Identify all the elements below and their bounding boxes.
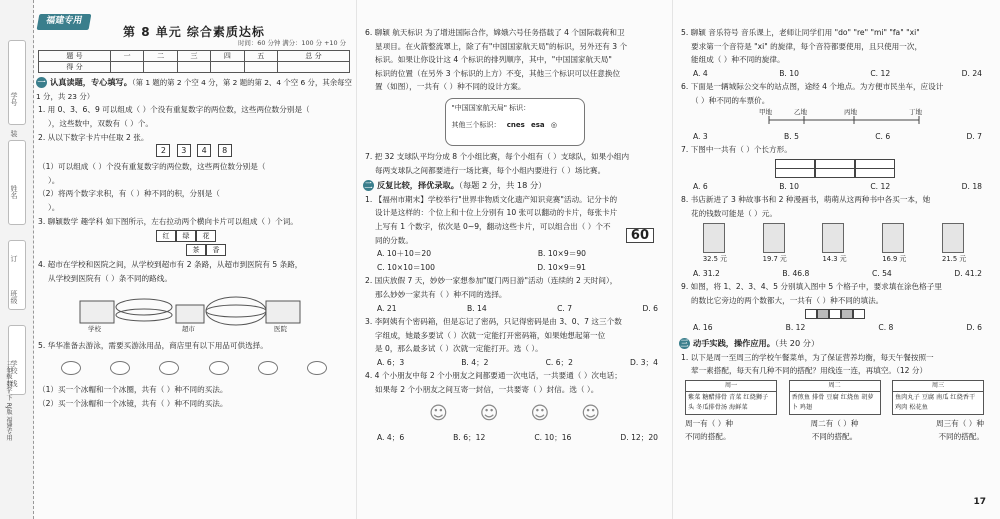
mc-6-options: [679, 130, 990, 144]
mc-question-2-cont: 那么妙妙一家共有（ ）种不同的选择。: [375, 289, 507, 299]
question-4: 4. 超市在学校和医院之间，从学校到超市有 2 条路，从超市到医院有 5 条路，: [38, 260, 303, 270]
question-6: 6. 聊颖 航天标识 为了增进国际合作，嫦娥六号任务搭载了 4 个国际载荷和卫: [365, 28, 625, 37]
station-label: 丁地: [909, 107, 922, 116]
esa-logo: esa: [531, 120, 545, 129]
option-a[interactable]: A. 10＋10＝20: [377, 249, 432, 259]
book-icon: [882, 223, 904, 253]
score-header-cell: 题 号: [39, 51, 111, 62]
book-item: [882, 223, 906, 267]
menu-day: 周一: [686, 381, 776, 392]
bus-line-map: [709, 108, 960, 130]
station-label: 丙地: [844, 107, 857, 116]
emblem-icon: ◎: [550, 120, 557, 129]
number-card: 2: [156, 144, 170, 157]
option-d[interactable]: D. 7: [966, 131, 982, 141]
option-d[interactable]: D. 41.2: [954, 268, 982, 278]
time-score-info: 时间：60 分钟 满分：100 分 +10 分: [238, 39, 346, 48]
mc-question-6-cont: （ ）种不同的车票价。: [691, 95, 770, 105]
question-4-cont: 从学校到医院有（ ）条不同的路线。: [48, 273, 172, 283]
book-images: [679, 221, 990, 267]
question-5: 5. 华华准备去游泳，需要买游泳用品，商店里有以下用品可供选择。: [38, 341, 268, 351]
rect-cell: [815, 168, 855, 178]
station-label: 甲地: [759, 107, 772, 116]
student-id-label: 学号: [10, 92, 18, 106]
mc-question-3: 3. 李阿姨有个密码箱，但是忘记了密码，只记得密码是由 3、0、7 这三个数: [365, 317, 622, 327]
option-c[interactable]: C. 6: [875, 131, 891, 141]
score-header-cell: 总 分: [278, 51, 350, 62]
question-6-cont: 星项目。在火箭整流罩上，除了有"中国国家航天局"的标识，另外还有 3 个: [375, 41, 628, 51]
word-card[interactable]: 香: [206, 244, 226, 256]
student-id-box[interactable]: [8, 40, 26, 125]
binding-label-2: 订: [10, 255, 18, 262]
score-cell[interactable]: [177, 62, 210, 73]
mc-question-1-cont: [363, 227, 666, 248]
book-price: 14.3 元: [822, 254, 847, 263]
mc-question-3-cont: 是 0，那么最多试（ ）次就一定能打开。选（ ）。: [375, 344, 543, 354]
question-2-1-cont: ）。: [48, 175, 60, 185]
mc-question-5: 5. 聊颖 音乐符号 音乐课上，老师让同学们用 "do" "re" "mi" "fa" "xi": [681, 28, 920, 37]
right-column: [672, 0, 990, 519]
option-a[interactable]: A. 6；3: [377, 357, 405, 367]
mc-question-2: 2. 国庆放假 7 天，妙妙一家想参加"厦门两日游"活动（连续的 2 天时间），: [365, 276, 618, 286]
swim-ring-icon: [159, 361, 179, 375]
binding-strip: [0, 0, 34, 519]
book-item: [763, 223, 787, 267]
logo-figure: [445, 98, 585, 146]
mc-question-8: 8. 书店新进了 3 种故事书和 2 种漫画书，萌萌从这两种书中各买一本，她: [681, 195, 931, 205]
score-cell[interactable]: [278, 62, 350, 73]
option-d[interactable]: D. 24: [961, 68, 982, 78]
section-3-heading: [679, 337, 990, 351]
section-1-title: 认真读题，专心填写。: [50, 77, 132, 88]
cnes-logo: cnes: [506, 120, 525, 129]
menu-fill-row: [679, 417, 990, 431]
fill-tail: 不同的搭配。: [938, 432, 984, 442]
binding-label-1: 装: [10, 130, 18, 137]
menu-items: 鱼肉丸子 豆腐 南瓜 红烧香干 鸡肉 松花鱼: [895, 393, 976, 411]
option-b[interactable]: B. 12: [785, 323, 806, 333]
number-card: 8: [218, 144, 232, 157]
question-6-cont: 标识的位置（在另外 3 个标识的上方）不变，其他三个标识可以任意换位: [375, 68, 621, 78]
logo-bottom-label: 其他三个标识：: [451, 120, 501, 129]
number-card: 3: [177, 144, 191, 157]
rectangle-figure: [679, 168, 990, 178]
section-1-note: （第 1 题的第 2 个空 4 分，第 2 题的第 2、4 个空 6 分，其余每空 1 分，共 23 分）: [36, 78, 352, 101]
section-3-note: （共 20 分）: [774, 337, 820, 348]
child-icon: ☺: [581, 402, 600, 424]
mc-1-options: [363, 261, 666, 275]
region-tag: 福建专用: [37, 14, 92, 30]
rect-cell: [775, 168, 815, 178]
book-item: [822, 223, 846, 267]
mc-9-options: [679, 321, 990, 335]
name-box[interactable]: [8, 140, 26, 225]
school-label: 学校: [10, 360, 18, 374]
menu-tuesday: [789, 380, 881, 415]
map-label-school: 学校: [88, 325, 101, 334]
logo-bottom-row: [452, 120, 578, 131]
mc-8-options: [679, 267, 990, 281]
score-header-cell: 三: [177, 51, 210, 62]
question-3: 3. 聊颖数学 趣学科 如下图所示，左右拉动两个横向卡片可以组成（ ）个词。: [38, 216, 298, 226]
menu-day: 周三: [893, 381, 983, 392]
mc-question-1-tail: 同的分数。: [375, 235, 413, 245]
word-card[interactable]: 绿: [176, 230, 196, 242]
score-cell[interactable]: [144, 62, 177, 73]
series-label: 三年级 数学 下 RJ版 福建专用: [5, 361, 12, 441]
option-c[interactable]: C. 12: [870, 68, 891, 78]
question-1-cont: ），这些数中，双数有（ ）个。: [48, 118, 153, 128]
option-b[interactable]: B. 10: [779, 181, 799, 191]
mc-4-options: [363, 431, 666, 445]
bus-line-graphic: [709, 108, 967, 130]
map-label-hospital: 医院: [274, 325, 287, 334]
fill-tail: 不同的搭配。: [811, 432, 858, 442]
mc-question-4-cont: 如果每 2 个小朋友之间互寄一封信，一共要寄（ ）封信。选（ ）。: [375, 385, 599, 395]
mc-question-4: 4. 4 个小朋友中每 2 个小朋友之间都要通一次电话，一共要通（ ）次电话；: [365, 371, 622, 381]
section-2-title: 反复比较，择优录取。: [377, 180, 459, 191]
option-b[interactable]: B. 6；12: [453, 432, 486, 442]
lunch-menus: [679, 380, 990, 415]
mc-question-9: 9. 如图，将 1、2、3、4、5 分别填入图中 5 个格子中，要求填在涂色格子里: [681, 282, 942, 292]
menu-monday: [685, 380, 777, 415]
question-2-2: （2）将两个数字求积，有（ ）种不同的积，分别是（: [38, 189, 220, 199]
option-c[interactable]: C. 10；16: [534, 432, 572, 442]
mc-question-9-cont: 的数比它旁边的两个数都大，一共有（ ）种不同的填法。: [691, 295, 884, 305]
grid-box[interactable]: [853, 309, 865, 319]
option-c[interactable]: C. 6；2: [545, 357, 573, 367]
score-table: [38, 50, 350, 73]
book-item: [942, 223, 966, 267]
goggles-icon: [209, 361, 229, 375]
goggles-icon: [258, 361, 278, 375]
station-label: 乙地: [794, 107, 807, 116]
score-row-label: 得 分: [39, 62, 111, 73]
rect-cell: [855, 168, 895, 178]
question-2: 2. 从以下数字卡片中任取 2 张。: [38, 132, 149, 142]
kids-figure: [363, 397, 666, 431]
mc-2-options: [363, 302, 666, 316]
option-d[interactable]: D. 12；20: [620, 432, 658, 442]
grid-box[interactable]: [805, 309, 817, 319]
question-2-1: （1）可以组成（ ）个没有重复数字的两位数，这些两位数分别是（: [38, 162, 266, 172]
book-price: 19.7 元: [762, 254, 787, 263]
question-5-2: （2）买一个泳帽和一个冰镜，共有（ ）种不同的买法。: [38, 398, 228, 408]
score-header-cell: 一: [110, 51, 143, 62]
question-1: 1. 用 0、3、6、9 可以组成（ ）个没有重复数字的两位数，这些两位数分别是（: [38, 105, 310, 115]
option-b[interactable]: B. 4；2: [461, 357, 489, 367]
question-6-cont: 置（如图），一共有（ ）种不同的设计方案。: [375, 82, 526, 92]
section-2-note: （每题 2 分，共 18 分）: [458, 180, 547, 191]
swim-cap-icon: [61, 361, 81, 375]
fill-tuesday[interactable]: 周二有（ ）种: [810, 418, 859, 428]
practice-question-1-cont: 荤一素搭配，每天有几种不同的搭配？用线连一连，再填空。（12 分）: [691, 366, 928, 376]
option-c[interactable]: C. 8: [878, 323, 894, 333]
word-card[interactable]: 红: [156, 230, 176, 242]
option-d[interactable]: D. 3；4: [630, 357, 658, 367]
section-1-heading: [36, 76, 352, 103]
question-7-cont: 每两支球队之间都要进行一场比赛，每个小组内要进行（ ）场比赛。: [375, 165, 606, 175]
score-cell[interactable]: [110, 62, 143, 73]
menu-wednesday: [892, 380, 984, 415]
option-c[interactable]: C. 12: [870, 181, 891, 191]
fill-wednesday[interactable]: 周三有（ ）种: [936, 418, 984, 428]
number-card: 4: [197, 144, 211, 157]
menu-items: 紫菜 糖醋排骨 青菜 红烧狮子头 冬瓜排骨汤 海鲜菜: [688, 393, 769, 411]
grid-box[interactable]: [829, 309, 841, 319]
option-a[interactable]: A. 4: [693, 68, 708, 78]
mc-3-options: [363, 356, 666, 370]
option-b[interactable]: B. 46.8: [782, 268, 810, 278]
swim-ring-icon: [110, 361, 130, 375]
menu-fill-tail-row: [679, 430, 990, 444]
option-a[interactable]: A. 21: [377, 303, 397, 313]
book-price: 32.5 元: [702, 254, 727, 263]
score-header-cell: 四: [211, 51, 244, 62]
mc-question-6: 6. 下面是一辆城际公交车的站点图，途经 4 个地点。为方便市民坐车，应设计: [681, 82, 944, 92]
middle-column: [356, 0, 666, 519]
option-a[interactable]: A. 4；6: [377, 432, 405, 442]
book-price: 21.5 元: [942, 254, 967, 263]
score-header-cell: 五: [244, 51, 277, 62]
option-b[interactable]: B. 10×9＝90: [537, 249, 586, 259]
book-icon: [763, 223, 785, 253]
question-2-2-cont: ）。: [48, 202, 60, 212]
option-c[interactable]: C. 10×10＝100: [377, 262, 435, 272]
fill-tail: 不同的搭配。: [685, 432, 731, 442]
mc-7-options: [679, 180, 990, 194]
option-a[interactable]: A. 6: [693, 181, 708, 191]
question-6-cont: 标识。如果让你设计这 4 个标识的排列顺序，其中，"中国国家航天局": [375, 55, 612, 65]
menu-items: 香煎鱼 排骨 豆腐 红烧鱼 胡萝卜 鸡翅: [791, 393, 874, 411]
option-a[interactable]: A. 16: [693, 323, 713, 333]
option-a[interactable]: A. 31.2: [693, 268, 720, 278]
mc-question-7: 7. 下图中一共有（ ）个长方形。: [681, 145, 792, 155]
book-item: [703, 223, 727, 267]
fill-grid-figure: [679, 309, 990, 319]
section-two-icon: 二: [364, 181, 373, 191]
section-one-icon: 一: [37, 78, 46, 88]
child-icon: ☺: [428, 402, 448, 424]
option-d[interactable]: D. 6: [642, 303, 658, 313]
child-icon: ☺: [479, 402, 499, 424]
map-label-supermarket: 超市: [182, 325, 195, 334]
grid-box-shaded[interactable]: [817, 309, 829, 319]
section-3-title: 动手实践，操作应用。: [693, 337, 775, 348]
book-icon: [703, 223, 725, 253]
option-c[interactable]: C. 7: [557, 303, 573, 313]
section-three-icon: 三: [680, 338, 689, 348]
mc-question-3-cont: 字组成，她最多要试（ ）次就一定能打开密码箱，如果她想起第一位: [375, 330, 606, 340]
child-icon: ☺: [530, 402, 550, 424]
logo-top-label: "中国国家航天局" 标识：: [451, 103, 531, 112]
route-map: [36, 287, 352, 337]
question-7: 7. 把 32 支球队平均分成 8 个小组比赛，每个小组有（ ）支球队，如果小组内: [365, 151, 630, 161]
score-cell[interactable]: [244, 62, 277, 73]
binding-label-3: 线: [10, 380, 18, 387]
mc-question-1-cont: 设计是这样的：个位上和十位上分别有 10 张可以翻动的卡片，每张卡片: [375, 208, 618, 218]
grid-box-shaded[interactable]: [841, 309, 853, 319]
book-price: 16.9 元: [882, 254, 907, 263]
swim-cap-icon: [307, 361, 327, 375]
mc-question-5-cont: 能组成（ ）种不同的旋律。: [691, 55, 785, 65]
mc-question-1-cont: 上写有 1 个数字，依次是 0~9，翻动这些卡片，可以组合出（ ）个不: [375, 221, 611, 231]
option-c[interactable]: C. 54: [871, 268, 892, 278]
class-label: 班级: [10, 290, 18, 304]
mc-question-5-cont: 要求第一个音符是 "xi" 的旋律，每个音符都要使用，且只使用一次，: [691, 41, 923, 51]
name-label: 姓名: [10, 185, 18, 199]
left-column: [36, 0, 352, 519]
page-number: 17: [973, 497, 986, 507]
page-title: 第 8 单元 综合素质达标: [123, 24, 265, 39]
number-cards: [36, 144, 352, 160]
section-2-heading: [363, 179, 666, 193]
scorecard-display: 60: [626, 228, 654, 244]
option-d[interactable]: D. 10×9＝91: [537, 262, 586, 272]
option-b[interactable]: B. 5: [784, 131, 799, 141]
score-cell[interactable]: [211, 62, 244, 73]
book-icon: [822, 223, 844, 253]
word-card-grid: [156, 230, 352, 258]
menu-day: 周二: [790, 381, 880, 392]
score-header-cell: 二: [144, 51, 177, 62]
word-card[interactable]: 茶: [186, 244, 206, 256]
book-icon: [942, 223, 964, 253]
mc-question-1: 1. 【福州市期末】学校举行"世界非物质文化遗产知识竞赛"活动。记分卡的: [365, 194, 618, 204]
option-d[interactable]: D. 18: [961, 181, 982, 191]
practice-question-1: 1. 以下是周一至周三的学校午餐菜单，为了保证营养均衡，每天午餐按照一: [681, 352, 934, 362]
question-5-1: （1）买一个冰帽和一个冰圈，共有（ ）种不同的买法。: [38, 384, 228, 394]
option-d[interactable]: D. 6: [966, 323, 982, 333]
mc-question-8-cont: 花的钱数可能是（ ）元。: [691, 208, 777, 218]
word-card[interactable]: 花: [196, 230, 216, 242]
fill-monday[interactable]: 周一有（ ）种: [685, 418, 733, 428]
mc-1-options: [363, 247, 666, 261]
swim-items: [36, 353, 352, 383]
option-b[interactable]: B. 10: [779, 68, 799, 78]
option-b[interactable]: B. 14: [466, 303, 487, 313]
mc-5-options: [679, 67, 990, 81]
option-a[interactable]: A. 3: [693, 131, 708, 141]
